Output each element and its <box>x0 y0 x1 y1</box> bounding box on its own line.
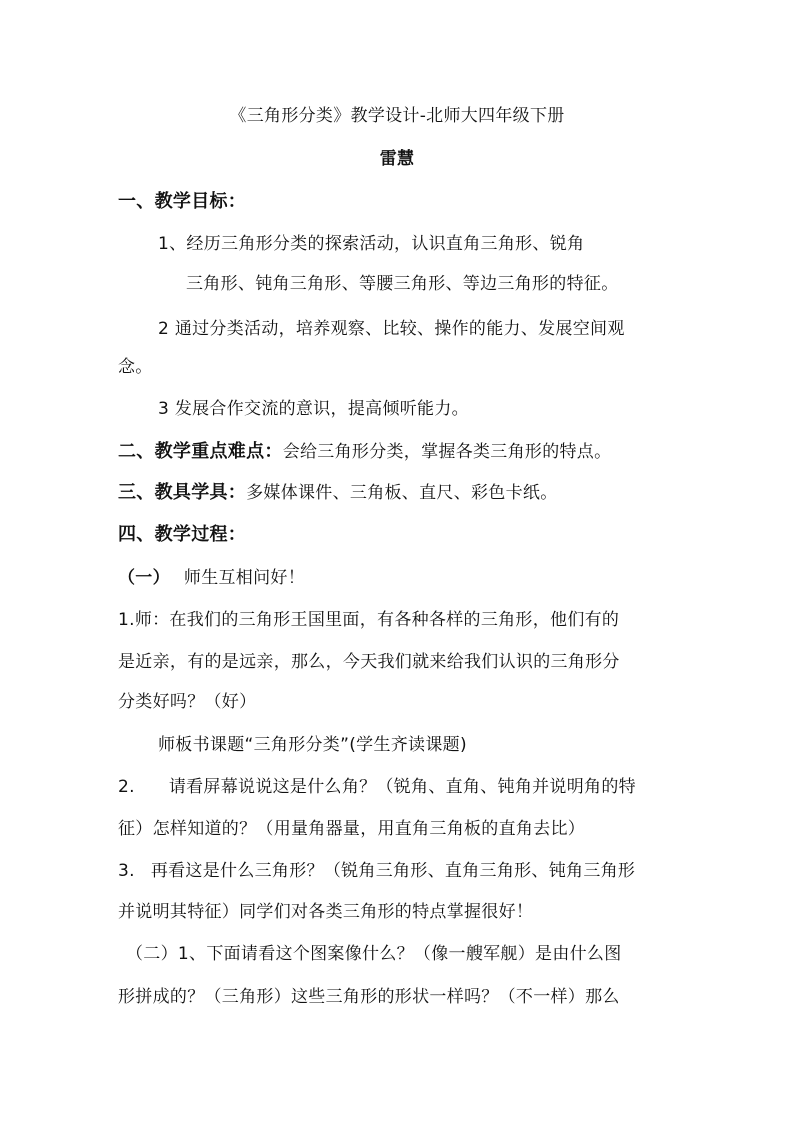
part-1-text: 师生互相问好！ <box>183 568 306 588</box>
paragraph-3-text-1: 再看这是什么三角形？（锐角三角形、直角三角形、钝角三角形 <box>150 861 636 881</box>
part-1-label: （一） <box>118 568 170 588</box>
paragraph-2-line-2: 征）怎样知道的？（用量角器量，用直角三角板的直角去比） <box>118 819 586 839</box>
paragraph-2-number: 2. <box>118 777 135 797</box>
part-2-line-1: （二）1、下面请看这个图案像什么？（像一艘军舰）是由什么图 <box>126 944 622 964</box>
paragraph-3-number: 3. <box>118 861 135 881</box>
paragraph-1-line-2: 是近亲，有的是远亲，那么，今天我们就来给我们认识的三角形分 <box>118 652 620 672</box>
section-heading-process: 四、教学过程： <box>118 524 247 545</box>
section-heading-key-points: 二、教学重点难点： <box>118 441 283 462</box>
objective-2-line-2: 念。 <box>118 357 153 377</box>
paragraph-3-line-2: 并说明其特征）同学们对各类三角形的特点掌握很好！ <box>118 902 534 922</box>
objective-2-line-1: 2 通过分类活动，培养观察、比较、操作的能力、发展空间观 <box>158 319 625 339</box>
paragraph-1-line-1: 1.师：在我们的三角形王国里面，有各种各样的三角形，他们有的 <box>118 610 620 630</box>
teaching-aids-line <box>118 481 558 505</box>
paragraph-2-line-1 <box>118 775 636 799</box>
section-heading-teaching-aids: 三、教具学具： <box>118 482 247 503</box>
teaching-aids-text: 多媒体课件、三角板、直尺、彩色卡纸。 <box>246 483 558 503</box>
objective-1-line-1: 1、经历三角形分类的探索活动，认识直角三角形、锐角 <box>158 234 585 254</box>
section-heading-objectives: 一、教学目标： <box>118 191 247 212</box>
paragraph-2-text-1: 请看屏幕说说这是什么角？（锐角、直角、钝角并说明角的特 <box>168 777 636 797</box>
key-points-line <box>118 440 611 464</box>
document-title: 《三角形分类》教学设计-北师大四年级下册 <box>229 106 565 126</box>
paragraph-1-line-4: 师板书课题“三角形分类”(学生齐读课题) <box>158 735 467 755</box>
key-points-text: 会给三角形分类，掌握各类三角形的特点。 <box>282 442 612 462</box>
part-2-line-2: 形拼成的？（三角形）这些三角形的形状一样吗？（不一样）那么 <box>118 987 620 1007</box>
document-author: 雷慧 <box>379 149 415 169</box>
part-1-line <box>118 566 305 590</box>
paragraph-1-line-3: 分类好吗？（好） <box>118 692 257 712</box>
objective-3: 3 发展合作交流的意识，提高倾听能力。 <box>158 399 469 419</box>
objective-1-line-2: 三角形、钝角三角形、等腰三角形、等边三角形的特征。 <box>186 274 619 294</box>
paragraph-3-line-1 <box>118 859 635 883</box>
